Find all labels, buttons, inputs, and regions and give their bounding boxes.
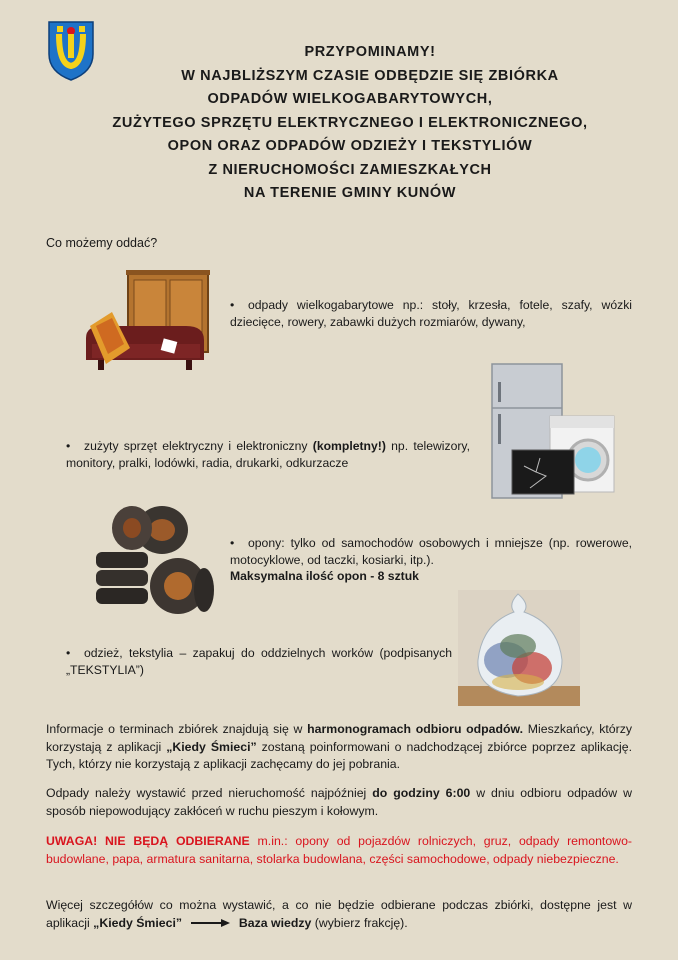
list-item-textiles: • odzież, tekstylia – zapakuj do oddzielnych worków (podpisanych „TEKSTYLIA”): [66, 646, 452, 677]
app-text: Mieszkańcy, którzy korzystają z aplikacji: [46, 722, 633, 754]
heading-line: W NAJBLIŻSZYM CZASIE ODBĘDZIE SIĘ ZBIÓRKA: [181, 67, 559, 84]
bulky-text: odpady wielkogabarytowe np.: stoły, krzesła, fotele, szafy, wózki dziecięce, rowery, zabawki dużych rozmiarów, dywany,: [230, 298, 632, 329]
clothes-bag-icon: [458, 590, 580, 706]
schedule-text: Informacje o terminach zbiórek znajdują się w: [46, 722, 303, 736]
list-item-bulky: • odpady wielkogabarytowe np.: stoły, krzesła, fotele, szafy, wózki dziecięce, rowery, zabawki dużych rozmiarów, dywany,: [230, 298, 632, 329]
electronics-text: zużyty sprzęt elektryczny i elektroniczny: [84, 439, 308, 453]
arrow-right-icon: [189, 918, 231, 928]
heading-line: ZUŻYTEGO SPRZĘTU ELEKTRYCZNEGO I ELEKTRONICZNEGO,: [112, 114, 588, 131]
electronics-examples: np. telewizory, monitory, pralki, lodówki, radia, drukarki, odkurzacze: [66, 439, 470, 470]
heading-line: PRZYPOMINAMY!: [304, 44, 436, 60]
deadline-time: do godziny 6:00: [372, 786, 471, 800]
heading-line: Z NIERUCHOMOŚCI ZAMIESZKAŁYCH: [208, 161, 492, 178]
intro-question: Co możemy oddać?: [46, 236, 158, 250]
app-text-end: zostaną poinformowani o nadchodzącej zbiórce poprzez aplikację. Tych, którzy nie korzystają z aplikacji zachęcamy do jej pobrania.: [46, 739, 633, 771]
details-text-end: (wybierz frakcję).: [314, 915, 408, 930]
warning-text: m.in.: opony od pojazdów rolniczych, gruz, odpady remontowo-budowlane, papa, armatura sanitarna, stolarka budowlana, części samochodowe, odpady niebezpieczne.: [46, 834, 633, 866]
heading-line: NA TERENIE GMINY KUNÓW: [243, 185, 457, 201]
list-item-tires: • opony: tylko od samochodów osobowych i mniejsze (np. rowerowe, motocyklowe, od taczki, kosiarki, itp.). Maksymalna ilość opon - 8 sztuk: [230, 536, 632, 583]
appliances-icon: [490, 362, 616, 500]
textiles-text: odzież, tekstylia – zapakuj do oddzielnych worków (podpisanych „TEKSTYLIA”): [66, 646, 452, 677]
warning-title: UWAGA! NIE BĘDĄ ODBIERANE: [46, 834, 250, 848]
heading-line: ODPADÓW WIELKOGABARYTOWYCH,: [207, 91, 493, 107]
details-text: Więcej szczegółów co można wystawić, a co nie będzie odbierane podczas zbiórki, dostępne jest w aplikacji: [46, 898, 632, 930]
tires-icon: [92, 502, 216, 620]
poster-heading: [30, 41, 670, 206]
tires-text: opony: tylko od samochodów osobowych i mniejsze (np. rowerowe, motocyklowe, od taczki, kosiarki, itp.).: [230, 536, 632, 567]
info-paragraph-schedule: [46, 721, 632, 774]
knowledge-base-label: Baza wiedzy: [238, 915, 312, 930]
tires-limit: Maksymalna ilość opon - 8 sztuk: [230, 569, 419, 583]
schedule-highlight: harmonogramach odbioru odpadów.: [307, 722, 524, 736]
heading-line: OPON ORAZ ODPADÓW ODZIEŻY I TEKSTYLIÓW: [167, 138, 533, 154]
furniture-icon: [82, 268, 214, 376]
info-paragraph-time: [46, 785, 632, 820]
time-text-end: w dniu odbioru odpadów w sposób niepowodujący zakłóceń w ruchu pieszym i kołowym.: [46, 786, 632, 818]
info-paragraph-details: [46, 897, 632, 932]
details-app-name: „Kiedy Śmieci”: [93, 915, 183, 930]
list-item-electronics: • zużyty sprzęt elektryczny i elektroniczny (kompletny!) np. telewizory, monitory, pralki, lodówki, radia, drukarki, odkurzacze: [66, 439, 470, 470]
time-text: Odpady należy wystawić przed nieruchomość najpóźniej: [46, 786, 367, 800]
electronics-complete-note: (kompletny!): [312, 439, 386, 453]
warning-paragraph: [46, 833, 632, 868]
app-name: „Kiedy Śmieci”: [166, 739, 257, 754]
